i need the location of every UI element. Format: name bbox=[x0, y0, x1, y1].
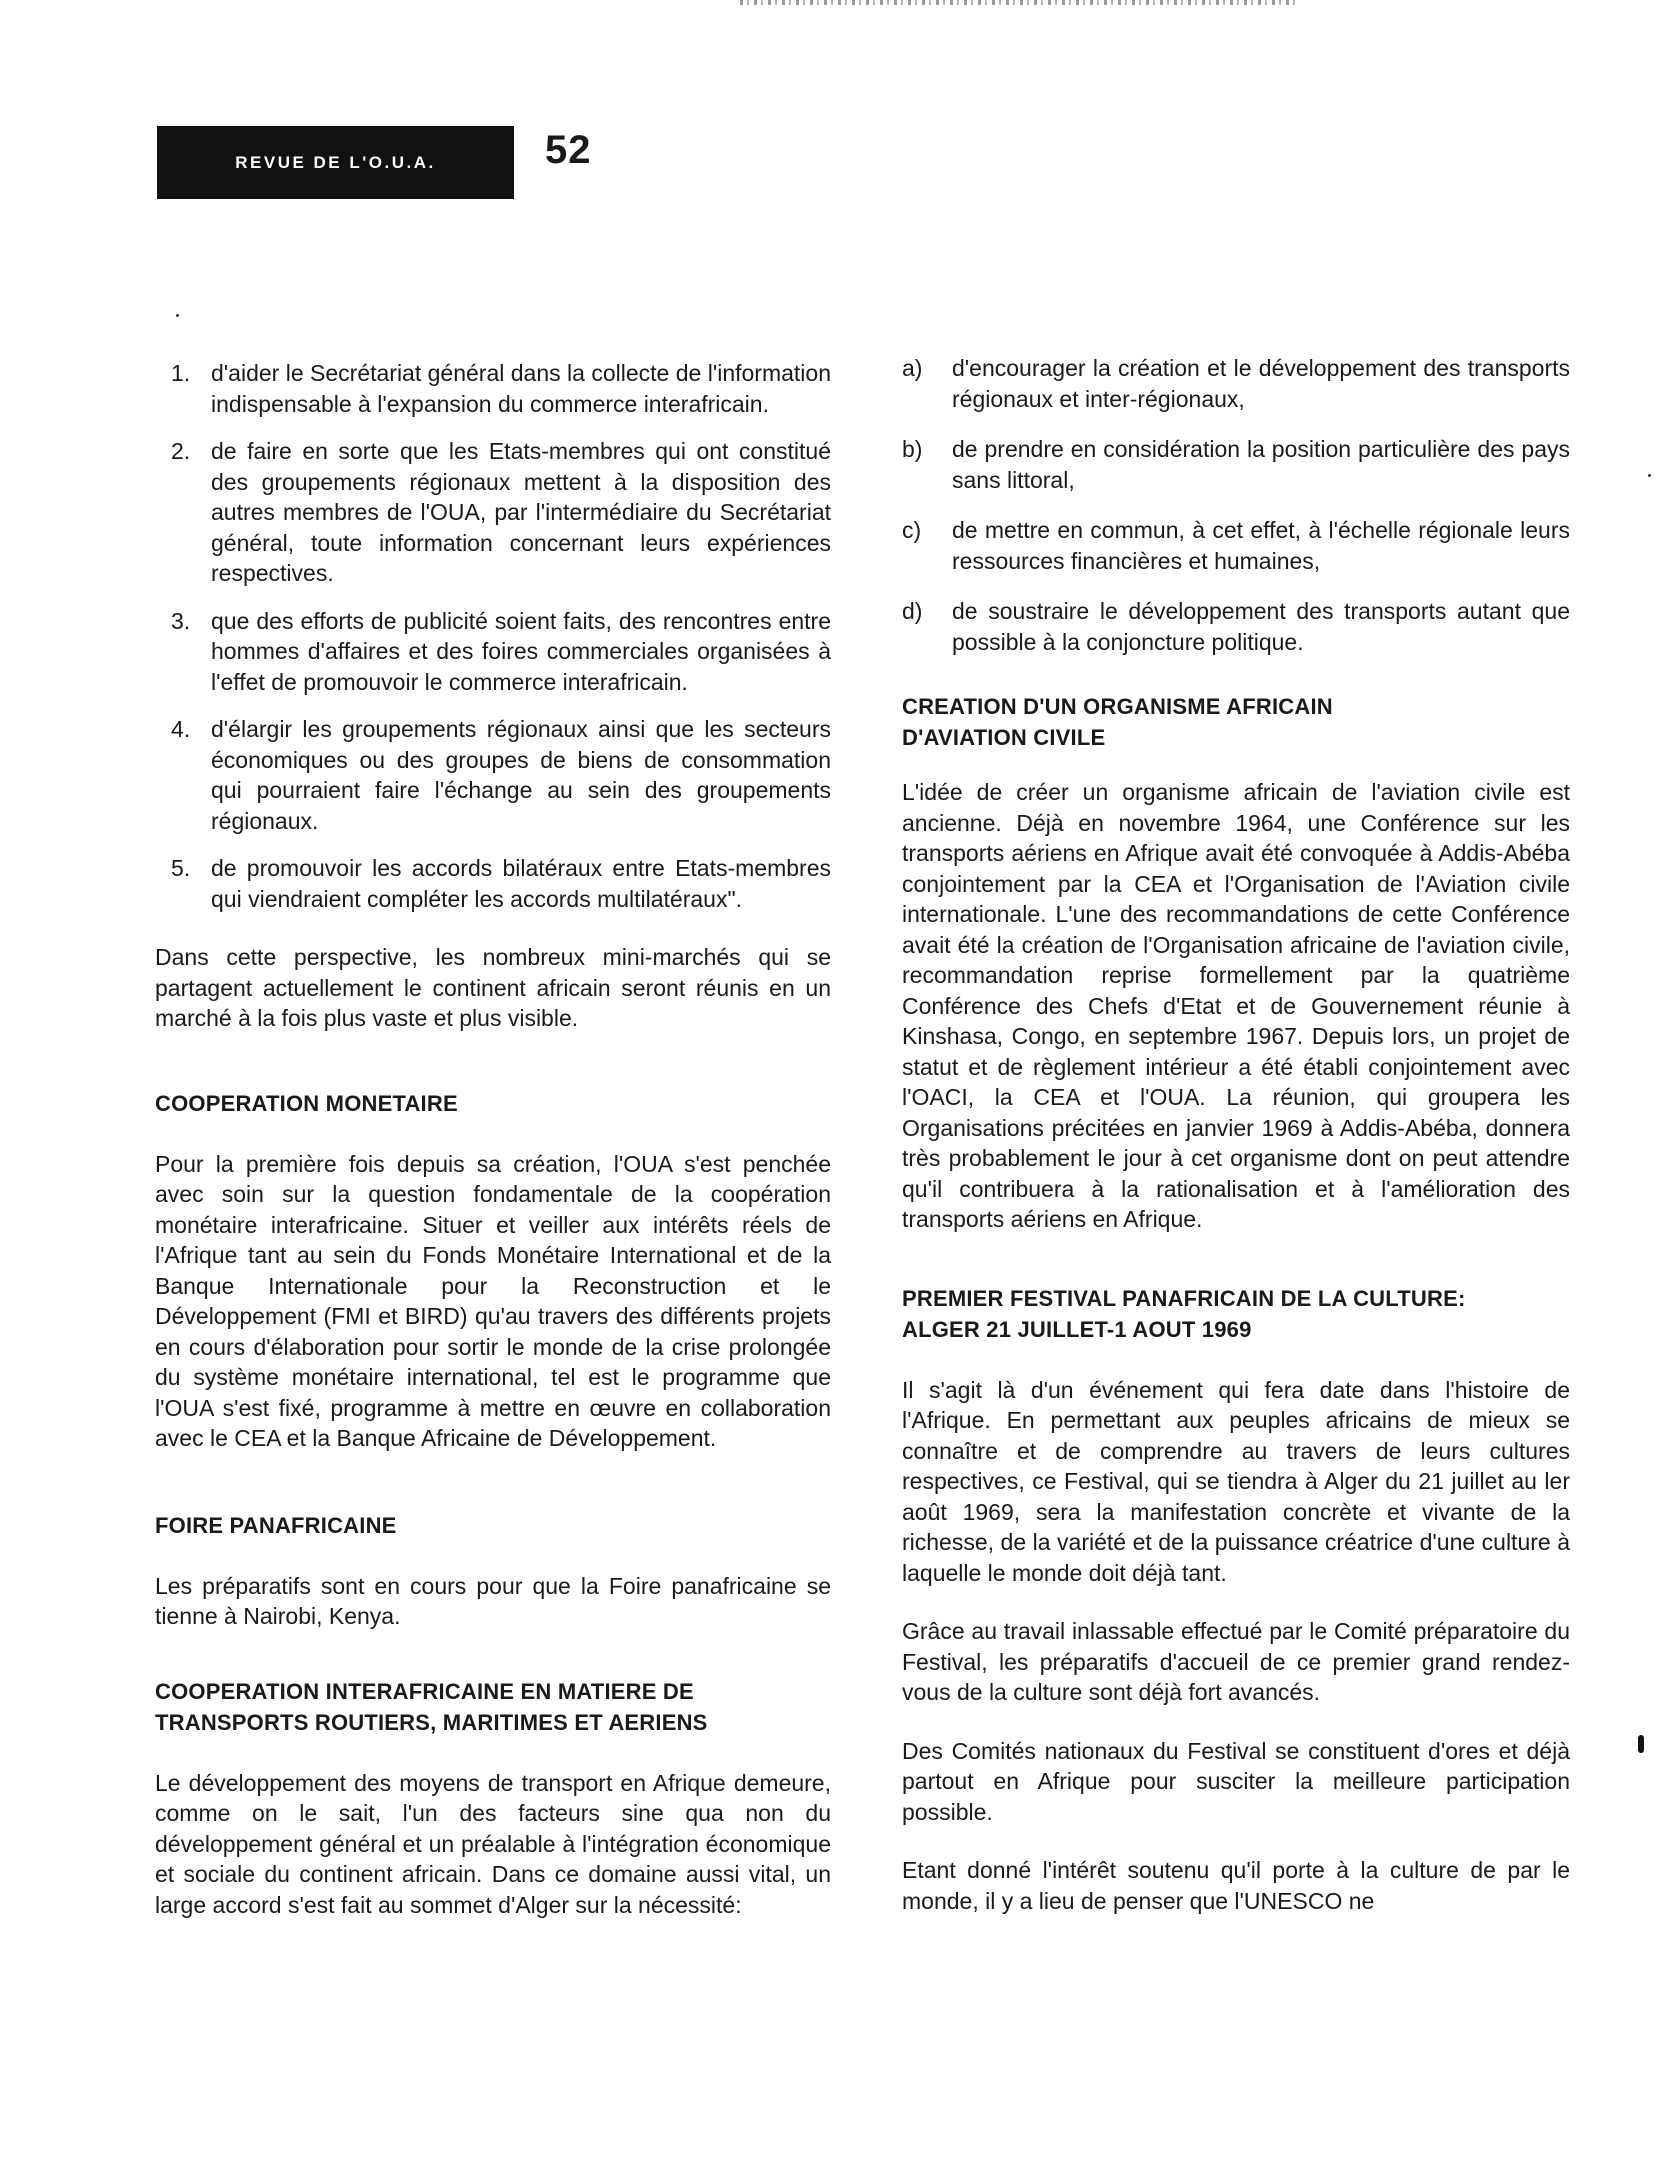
list-item bbox=[155, 358, 831, 419]
foire-panafricaine-body: Les préparatifs sont en cours pour que la Foire panafricaine se tienne à Nairobi, Kenya. bbox=[155, 1572, 831, 1629]
numbered-list bbox=[155, 358, 831, 914]
list-item bbox=[155, 606, 831, 698]
perspective-paragraph: Dans cette perspective, les nombreux mini-marchés qui se partagent actuellement le continent africain seront réunis en un marché à la fois plus vaste et plus visible. bbox=[155, 944, 831, 1031]
heading-line: TRANSPORTS ROUTIERS, MARITIMES ET AERIENS bbox=[155, 1709, 708, 1735]
heading-cooperation-transports bbox=[155, 1676, 831, 1738]
heading-line: ALGER 21 JUILLET-1 AOUT 1969 bbox=[902, 1316, 1252, 1342]
list-item-text: d'encourager la création et le développement des transports régionaux et inter-régionaux, bbox=[952, 355, 1570, 412]
festival-paragraph: Etant donné l'intérêt soutenu qu'il porte à la culture de par le monde, il y a lieu de penser que l'UNESCO ne bbox=[902, 1857, 1570, 1914]
list-marker: 2. bbox=[171, 438, 191, 464]
scan-edge-artifact bbox=[740, 0, 1300, 5]
right-column bbox=[902, 353, 1570, 1916]
list-item bbox=[902, 353, 1570, 414]
heading-cooperation-monetaire: COOPERATION MONETAIRE bbox=[155, 1090, 458, 1116]
heading-foire-panafricaine: FOIRE PANAFRICAINE bbox=[155, 1512, 397, 1538]
heading-aviation-civile bbox=[902, 691, 1570, 753]
list-item bbox=[902, 596, 1570, 657]
list-item-text: d'élargir les groupements régionaux ainsi que les secteurs économiques ou des groupes de biens de consommation qui pourraient faire l'échange au sein des groupements régionaux. bbox=[211, 716, 831, 834]
scan-speck bbox=[1648, 474, 1651, 477]
festival-paragraph: Grâce au travail inlassable effectué par le Comité préparatoire du Festival, les préparatifs d'accueil de ce premier grand rendez-vous de la culture sont déjà fort avancés. bbox=[902, 1618, 1570, 1705]
list-item bbox=[155, 714, 831, 836]
list-marker: 5. bbox=[171, 855, 191, 881]
cooperation-transports-body: Le développement des moyens de transport en Afrique demeure, comme on le sait, l'un des facteurs sine qua non du développement général et un préalable à l'intégration économique et sociale du continent africain. Dans ce domaine aussi vital, un large accord s'est fait au sommet d'Alger sur la nécessité: bbox=[155, 1769, 831, 1918]
list-marker: 1. bbox=[171, 360, 191, 386]
list-item-text: de mettre en commun, à cet effet, à l'échelle régionale leurs ressources financières et humaines, bbox=[952, 517, 1570, 574]
heading-line: COOPERATION INTERAFRICAINE EN MATIERE DE bbox=[155, 1678, 694, 1704]
list-marker: d) bbox=[902, 598, 923, 624]
list-item bbox=[902, 434, 1570, 495]
list-marker: c) bbox=[902, 517, 922, 543]
list-item-text: que des efforts de publicité soient faits, des rencontres entre hommes d'affaires et des foires commerciales organisées à l'effet de promouvoir le commerce interafricain. bbox=[211, 607, 831, 695]
heading-line: PREMIER FESTIVAL PANAFRICAIN DE LA CULTURE: bbox=[902, 1285, 1466, 1311]
list-item-text: de promouvoir les accords bilatéraux entre Etats-membres qui viendraient compléter les accords multilatéraux". bbox=[211, 855, 831, 912]
list-item-text: de faire en sorte que les Etats-membres qui ont constitué des groupements régionaux mettent à la disposition des autres membres de l'OUA, par l'intermédiaire du Secrétariat général, toute information concernant leurs expériences respectives. bbox=[211, 438, 831, 586]
list-item-text: de soustraire le développement des transports autant que possible à la conjoncture politique. bbox=[952, 598, 1570, 655]
list-item-text: de prendre en considération la position particulière des pays sans littoral, bbox=[952, 436, 1570, 493]
list-marker: b) bbox=[902, 436, 923, 462]
heading-line: CREATION D'UN ORGANISME AFRICAIN bbox=[902, 694, 1333, 719]
list-marker: a) bbox=[902, 355, 923, 381]
list-marker: 4. bbox=[171, 716, 191, 742]
list-item bbox=[902, 515, 1570, 576]
list-item bbox=[155, 853, 831, 914]
list-item bbox=[155, 436, 831, 589]
festival-paragraph: Des Comités nationaux du Festival se constituent d'ores et déjà partout en Afrique pour susciter la meilleure participation possible. bbox=[902, 1737, 1570, 1825]
heading-line: D'AVIATION CIVILE bbox=[902, 725, 1106, 750]
heading-festival bbox=[902, 1283, 1570, 1345]
list-marker: 3. bbox=[171, 607, 191, 634]
list-item-text: d'aider le Secrétariat général dans la collecte de l'information indispensable à l'expansion du commerce interafricain. bbox=[211, 360, 831, 417]
aviation-body: L'idée de créer un organisme africain de l'aviation civile est ancienne. Déjà en novembre 1964, une Conférence sur les transports aériens en Afrique avait été convoquée à Addis-Abéba conjointement par la CEA et l'Organisation de l'Aviation civile internationale. L'une des recommandations de cette Conférence avait été la création de l'Organisation africaine de l'aviation civile, recommandation reprise formellement par la quatrième Conférence des Chefs d'Etat et de Gouvernement réunie à Kinshasa, Congo, en septembre 1967. Depuis lors, un projet de statut et de règlement intérieur a été établi conjointement avec l'OACI, la CEA et l'OUA. La réunion, qui groupera les Organisations précitées en janvier 1969 à Addis-Abéba, donnera très probablement le jour à cet organisme dont on peut attendre qu'il contribuera à la rationalisation et à l'amélioration des transports aériens en Afrique. bbox=[902, 779, 1570, 1232]
scan-edge-mark bbox=[1638, 1735, 1644, 1753]
page-number: 52 bbox=[545, 128, 592, 172]
festival-paragraph: Il s'agit là d'un événement qui fera date dans l'histoire de l'Afrique. En permettant aux peuples africains de mieux se connaître et de comprendre au travers de leurs cultures respectives, ce Festival, qui se tiendra à Alger du 21 juillet au ler août 1969, sera la manifestation concrète et vivante de la richesse, de la variété et de la puissance créatrice d'une culture à laquelle le monde doit déjà tant. bbox=[902, 1376, 1570, 1586]
scan-speck bbox=[176, 314, 179, 317]
left-column bbox=[155, 358, 831, 1920]
cooperation-monetaire-body: Pour la première fois depuis sa création, l'OUA s'est penchée avec soin sur la question fondamentale de la coopération monétaire interafricaine. Situer et veiller aux intérêts réels de l'Afrique tant au sein du Fonds Monétaire International et de la Banque Internationale pour la Reconstruction et le Développement (FMI et BIRD) qu'au travers des différents projets en cours d'élaboration pour sortir le monde de la crise prolongée du système monétaire international, tel est le programme que l'OUA s'est fixé, programme à mettre en œuvre en collaboration avec le CEA et la Banque Africaine de Développement. bbox=[155, 1150, 831, 1451]
journal-title-bar bbox=[157, 126, 514, 199]
journal-title: REVUE DE L'O.U.A. bbox=[235, 152, 436, 172]
lettered-list bbox=[902, 353, 1570, 657]
